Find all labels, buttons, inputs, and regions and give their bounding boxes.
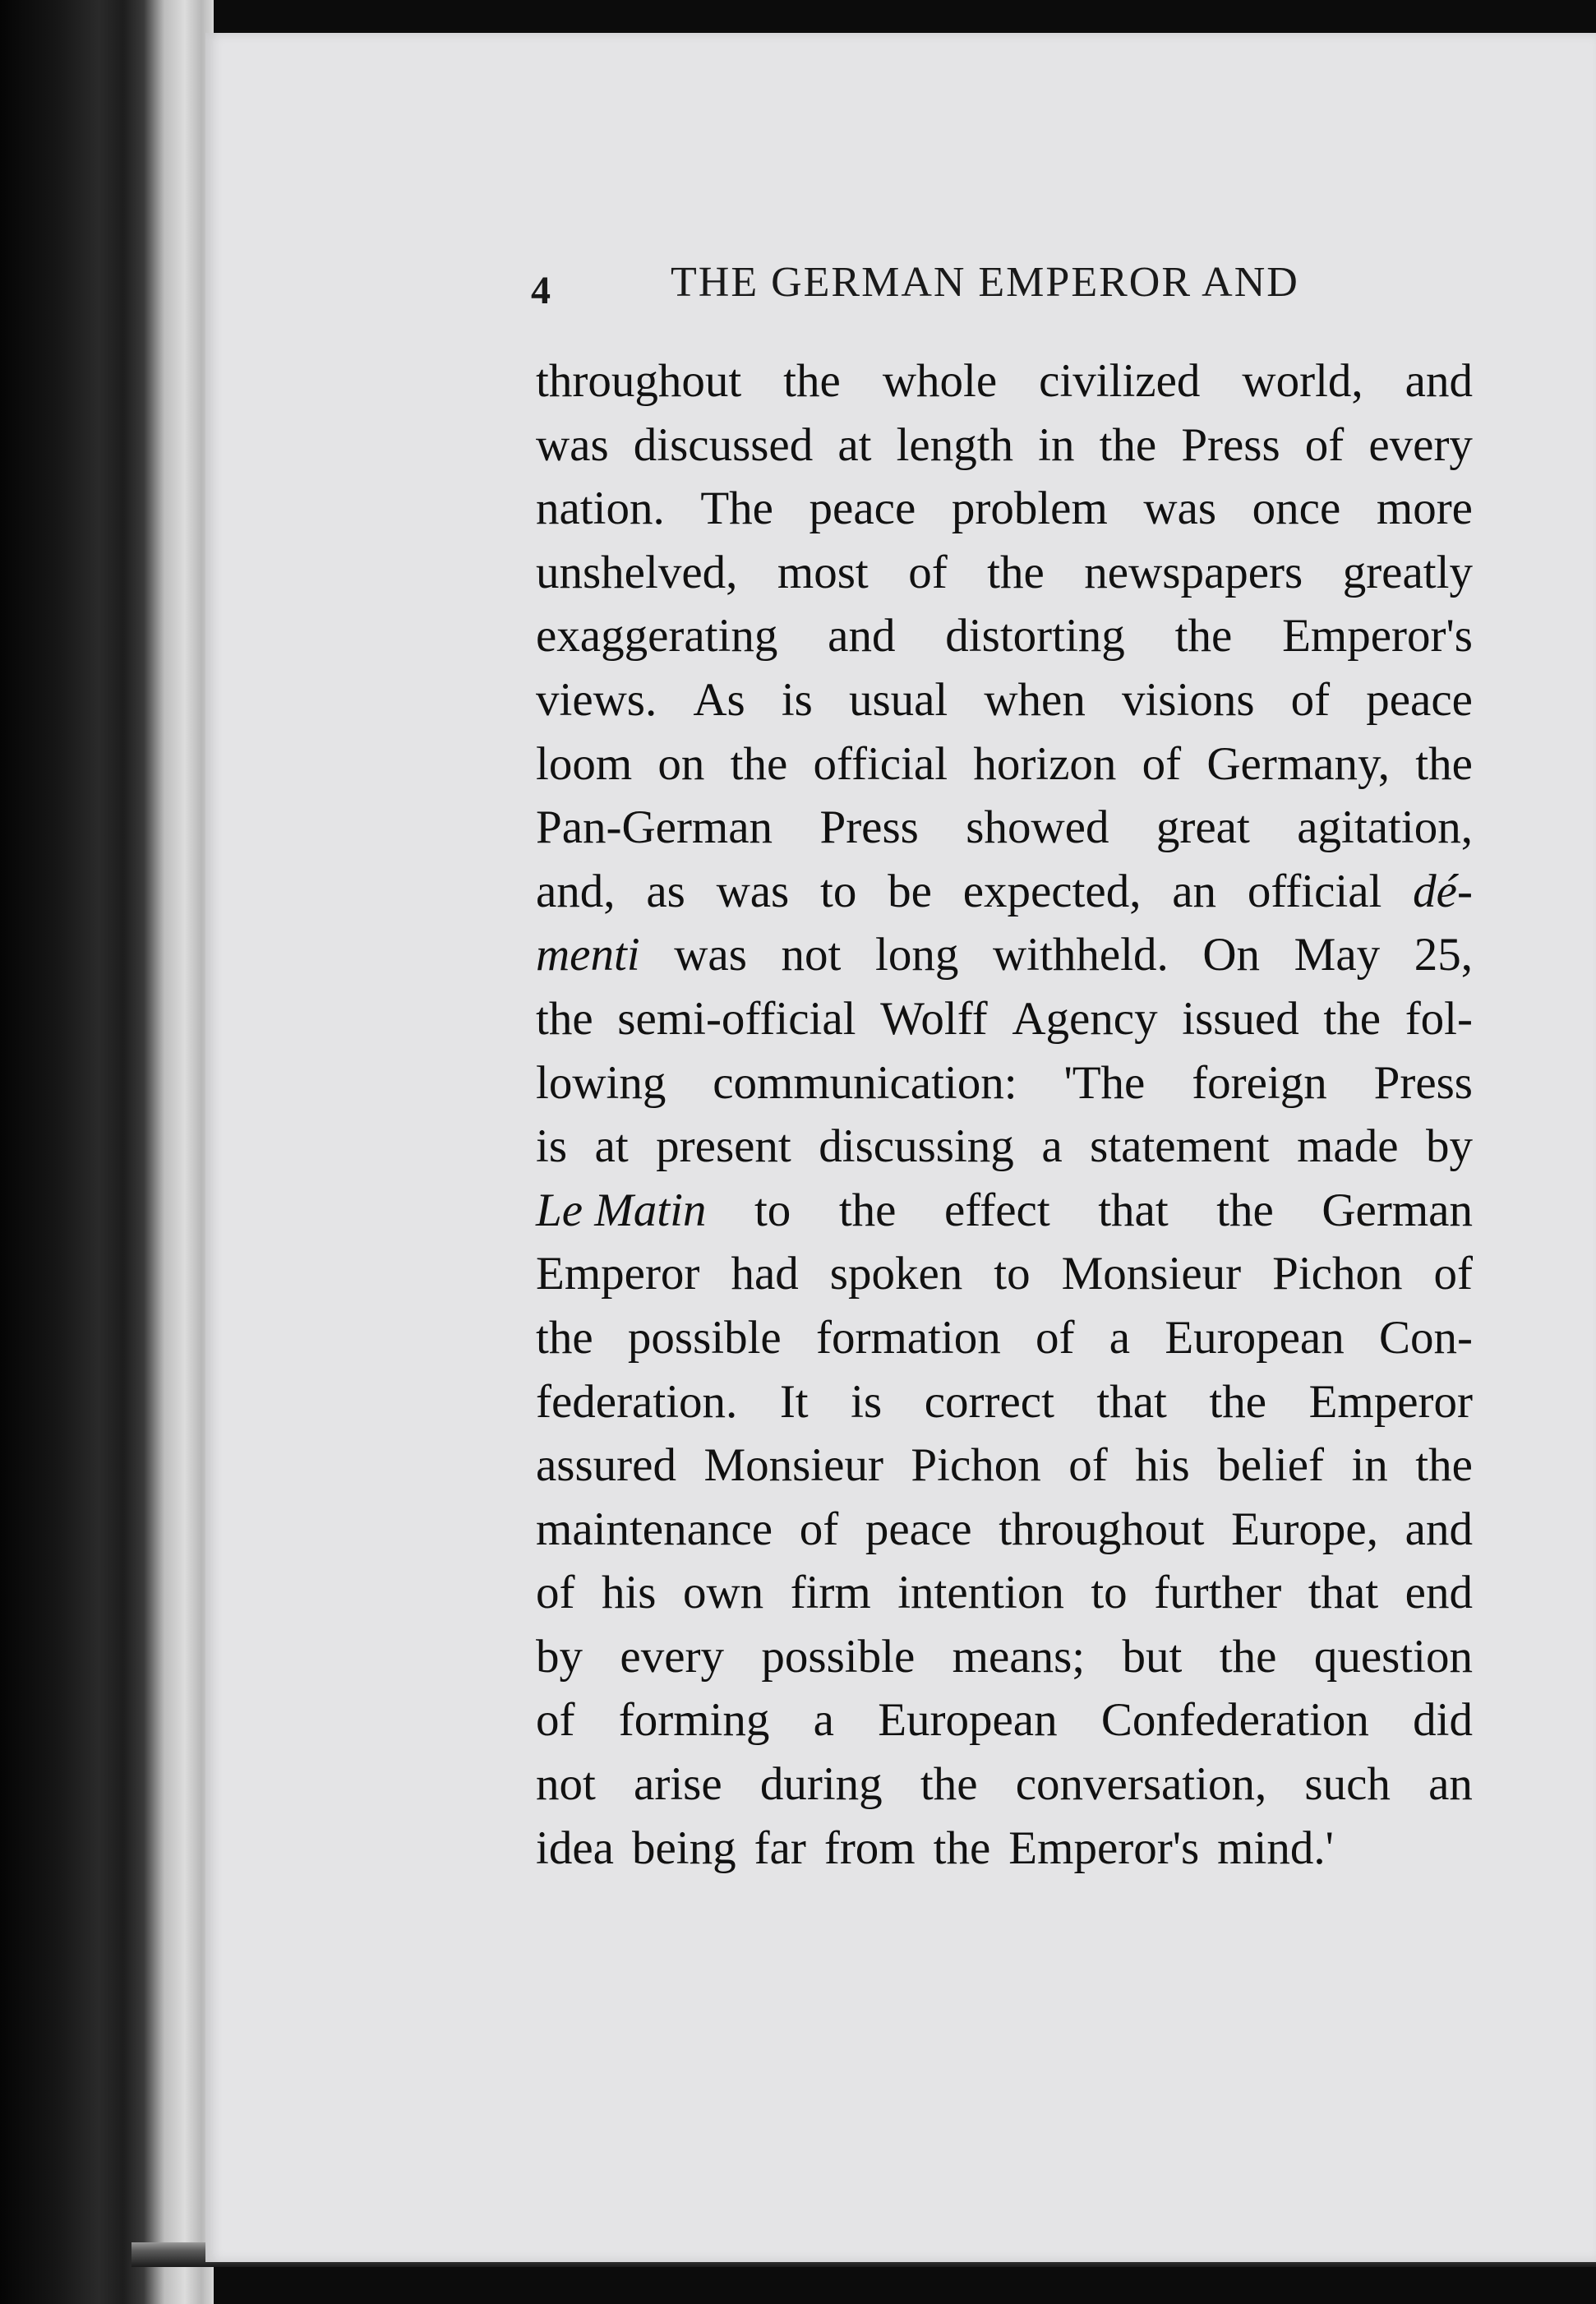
text-line: throughout the whole civilized world, and bbox=[536, 355, 1473, 407]
text-line: Emperor had spoken to Monsieur Pichon of bbox=[536, 1248, 1473, 1300]
book-spine bbox=[0, 0, 214, 2304]
text-line: exaggerating and distorting the Emperor's bbox=[536, 610, 1473, 663]
text-line: loom on the official horizon of Germany, the bbox=[536, 737, 1473, 790]
text-line: maintenance of peace throughout Europe, and bbox=[536, 1503, 1473, 1555]
text-line: Le Matin to the effect that the German bbox=[536, 1179, 1473, 1243]
text-line: by every possible means; but the question bbox=[536, 1630, 1473, 1683]
italic-word: menti bbox=[536, 929, 640, 981]
text-line: the possible formation of a European Con- bbox=[536, 1311, 1473, 1364]
text-line: not arise during the conversation, such an bbox=[536, 1758, 1473, 1811]
text-line: idea being far from the Emperor's mind.' bbox=[536, 1821, 1334, 1874]
text-line: and, as was to be expected, an official dé- bbox=[536, 860, 1473, 924]
text-line: of forming a European Confederation did bbox=[536, 1694, 1473, 1747]
text-line: nation. The peace problem was once more bbox=[536, 483, 1473, 535]
text-line: of his own firm intention to further that end bbox=[536, 1567, 1473, 1619]
text-line: the semi-official Wolff Agency issued the fol- bbox=[536, 992, 1473, 1045]
text-line: views. As is usual when visions of peace bbox=[536, 673, 1473, 726]
text-line: menti was not long withheld. On May 25, bbox=[536, 923, 1473, 987]
text-line: federation. It is correct that the Emperor bbox=[536, 1375, 1473, 1428]
text-line: lowing communication: 'The foreign Press bbox=[536, 1056, 1473, 1109]
text-line: is at present discussing a statement made by bbox=[536, 1120, 1473, 1173]
italic-word: dé- bbox=[1413, 865, 1473, 917]
text-line: assured Monsieur Pichon of his belief in the bbox=[536, 1439, 1473, 1492]
page-header bbox=[531, 253, 1435, 319]
body-text bbox=[536, 349, 1473, 1880]
text-line: Pan-German Press showed great agitation, bbox=[536, 801, 1473, 854]
text-line: unshelved, most of the newspapers greatly bbox=[536, 546, 1473, 598]
italic-word: Le Matin bbox=[536, 1184, 707, 1236]
page-number: 4 bbox=[531, 269, 551, 312]
running-head: THE GERMAN EMPEROR AND bbox=[671, 259, 1299, 306]
text-line: was discussed at length in the Press of every bbox=[536, 418, 1473, 471]
